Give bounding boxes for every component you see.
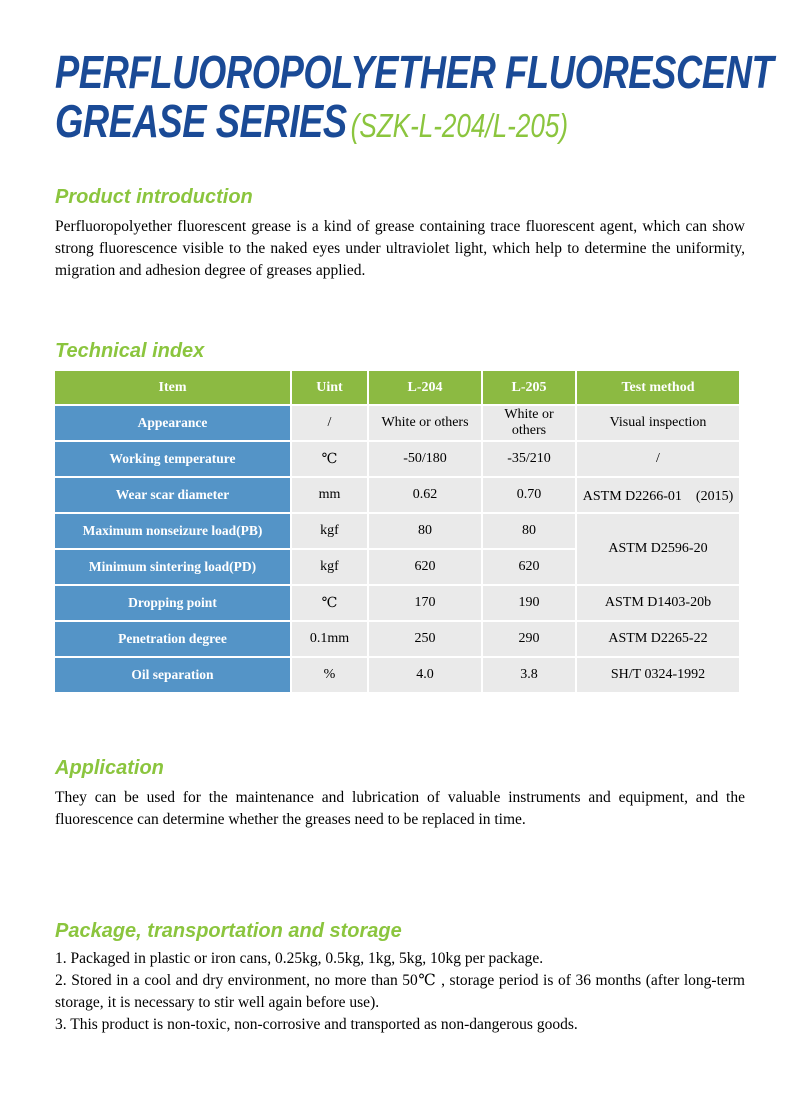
- cell-method: /: [577, 442, 739, 476]
- section-heading-product-introduction: Product introduction: [55, 186, 253, 208]
- cell-unit: 0.1mm: [292, 622, 367, 656]
- cell-method: Visual inspection: [577, 406, 739, 440]
- section-heading-technical-index: Technical index: [55, 340, 205, 362]
- col-header-item: Item: [55, 371, 290, 404]
- cell-l204: 620: [369, 550, 481, 584]
- cell-method: ASTM D2265-22: [577, 622, 739, 656]
- cell-l205: 620: [483, 550, 575, 584]
- cell-l205: -35/210: [483, 442, 575, 476]
- cell-l204: -50/180: [369, 442, 481, 476]
- cell-l204: 0.62: [369, 478, 481, 512]
- cell-l204: 170: [369, 586, 481, 620]
- page-title: [55, 46, 774, 150]
- table-row: [55, 622, 739, 656]
- package-list-item: 1. Packaged in plastic or iron cans, 0.25kg, 0.5kg, 1kg, 5kg, 10kg per package.: [55, 950, 544, 967]
- application-text: They can be used for the maintenance and lubrication of valuable instruments and equipment, and the fluorescence can determine whether the greases need to be replaced in time.: [55, 789, 745, 828]
- cell-l205: 290: [483, 622, 575, 656]
- cell-item: Wear scar diameter: [55, 478, 290, 512]
- table-row: [55, 478, 739, 512]
- cell-item: Oil separation: [55, 658, 290, 692]
- cell-item: Penetration degree: [55, 622, 290, 656]
- cell-unit: %: [292, 658, 367, 692]
- cell-unit: kgf: [292, 550, 367, 584]
- cell-unit: ℃: [292, 586, 367, 620]
- cell-item: Appearance: [55, 406, 290, 440]
- package-list: [55, 948, 745, 1036]
- cell-l205: 190: [483, 586, 575, 620]
- cell-l204: 250: [369, 622, 481, 656]
- product-introduction-text: Perfluoropolyether fluorescent grease is a kind of grease containing trace fluorescent agent, which can show strong fluorescence visible to the naked eyes under ultraviolet light, which help to determine the uniformity, migration and adhesion degree of greases applied.: [55, 218, 745, 279]
- table-row: [55, 586, 739, 620]
- title-line2: GREASE SERIES: [55, 95, 347, 147]
- title-product-code: (SZK-L-204/L-205): [350, 107, 569, 144]
- section-heading-application: Application: [55, 757, 164, 779]
- package-list-item: 2. Stored in a cool and dry environment, no more than 50℃ , storage period is of 36 months (after long-term storage, it is necessary to stir well again before use).: [55, 972, 745, 1011]
- table-row: [55, 406, 739, 440]
- technical-index-table: [53, 369, 741, 694]
- cell-item: Working temperature: [55, 442, 290, 476]
- cell-unit: mm: [292, 478, 367, 512]
- cell-l204: 80: [369, 514, 481, 548]
- cell-l205: 0.70: [483, 478, 575, 512]
- cell-unit: ℃: [292, 442, 367, 476]
- col-header-l204: L-204: [369, 371, 481, 404]
- cell-unit: kgf: [292, 514, 367, 548]
- cell-item: Maximum nonseizure load(PB): [55, 514, 290, 548]
- cell-method: SH/T 0324-1992: [577, 658, 739, 692]
- document-page: [0, 48, 800, 1036]
- cell-method: ASTM D1403-20b: [577, 586, 739, 620]
- table-row: [55, 658, 739, 692]
- table-row: [55, 514, 739, 548]
- cell-l204: White or others: [369, 406, 481, 440]
- cell-l205: 80: [483, 514, 575, 548]
- table-header-row: [55, 371, 739, 404]
- title-line1: PERFLUOROPOLYETHER FLUORESCENT: [55, 46, 774, 98]
- cell-item: Minimum sintering load(PD): [55, 550, 290, 584]
- cell-l205: White or others: [483, 406, 575, 440]
- package-list-item: 3. This product is non-toxic, non-corrosive and transported as non-dangerous goods.: [55, 1016, 578, 1033]
- cell-item: Dropping point: [55, 586, 290, 620]
- cell-unit: /: [292, 406, 367, 440]
- col-header-l205: L-205: [483, 371, 575, 404]
- cell-l205: 3.8: [483, 658, 575, 692]
- col-header-unit: Uint: [292, 371, 367, 404]
- cell-l204: 4.0: [369, 658, 481, 692]
- cell-method-merged: ASTM D2596-20: [577, 514, 739, 584]
- cell-method: ASTM D2266-01 (2015): [577, 478, 739, 512]
- col-header-test-method: Test method: [577, 371, 739, 404]
- section-heading-package: Package, transportation and storage: [55, 920, 402, 942]
- table-row: [55, 442, 739, 476]
